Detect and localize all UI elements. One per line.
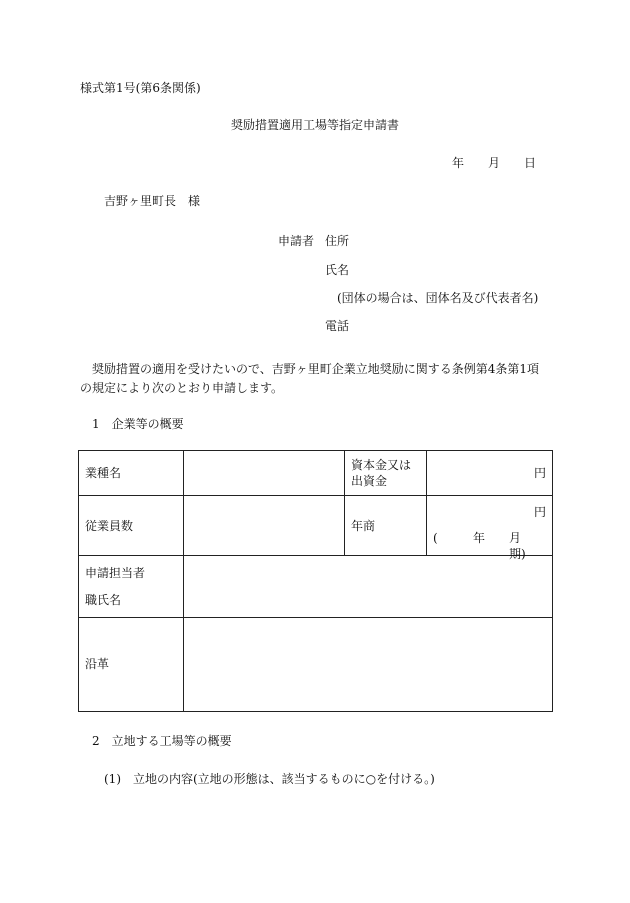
form-number: 様式第1号(第6条関係) <box>80 81 201 95</box>
addressee: 吉野ヶ里町長 様 <box>104 194 201 208</box>
capital-label-line1: 資本金又は <box>351 458 412 473</box>
section1-heading: 1 企業等の概要 <box>92 417 184 431</box>
capital-unit: 円 <box>533 466 546 481</box>
employees-label: 従業員数 <box>79 496 184 556</box>
page-title: 奨励措置適用工場等指定申請書 <box>230 118 399 132</box>
capital-label-line2: 出資金 <box>351 474 388 489</box>
revenue-value-cell[interactable] <box>427 496 553 562</box>
industry-label: 業種名 <box>79 451 184 496</box>
section2-subheading-1: (1) 立地の内容(立地の形態は、該当するものに○を付ける。) <box>104 772 435 786</box>
table-row <box>79 617 553 711</box>
employees-value-cell[interactable] <box>184 496 345 556</box>
period-month-label: 月期) <box>509 531 526 562</box>
applicant-label: 申請者 <box>278 234 315 248</box>
section2-heading: 2 立地する工場等の概要 <box>92 734 232 748</box>
revenue-unit: 円 <box>533 505 546 520</box>
history-label: 沿革 <box>79 617 184 711</box>
company-overview-table <box>78 450 553 712</box>
period-open: ( <box>433 531 438 546</box>
applicant-name-label: 氏名 <box>325 263 350 277</box>
applicant-name-note: (団体の場合は、団体名及び代表者名) <box>337 291 539 305</box>
applicant-phone-label: 電話 <box>325 319 350 333</box>
history-value-cell[interactable] <box>184 617 553 711</box>
table-row <box>79 496 553 556</box>
contact-label-line1: 申請担当者 <box>85 565 146 580</box>
contact-label-line2: 職氏名 <box>85 592 122 607</box>
contact-person-value-cell[interactable] <box>184 556 553 617</box>
table-row <box>79 556 553 617</box>
date-month-label: 月 <box>488 156 501 170</box>
capital-label <box>345 451 427 496</box>
industry-value-cell[interactable] <box>184 451 345 496</box>
body-paragraph: 奨励措置の適用を受けたいので、吉野ヶ里町企業立地奨励に関する条例第4条第1項の規定により次のとおり申請します。 <box>80 362 540 395</box>
revenue-label: 年商 <box>345 496 427 556</box>
contact-person-label <box>79 556 184 617</box>
table-row <box>79 451 553 496</box>
date-day-label: 日 <box>524 156 537 170</box>
applicant-address-label: 住所 <box>325 234 350 248</box>
date-year-label: 年 <box>452 156 465 170</box>
capital-value-cell[interactable] <box>427 451 553 496</box>
period-year-label: 年 <box>473 531 486 546</box>
